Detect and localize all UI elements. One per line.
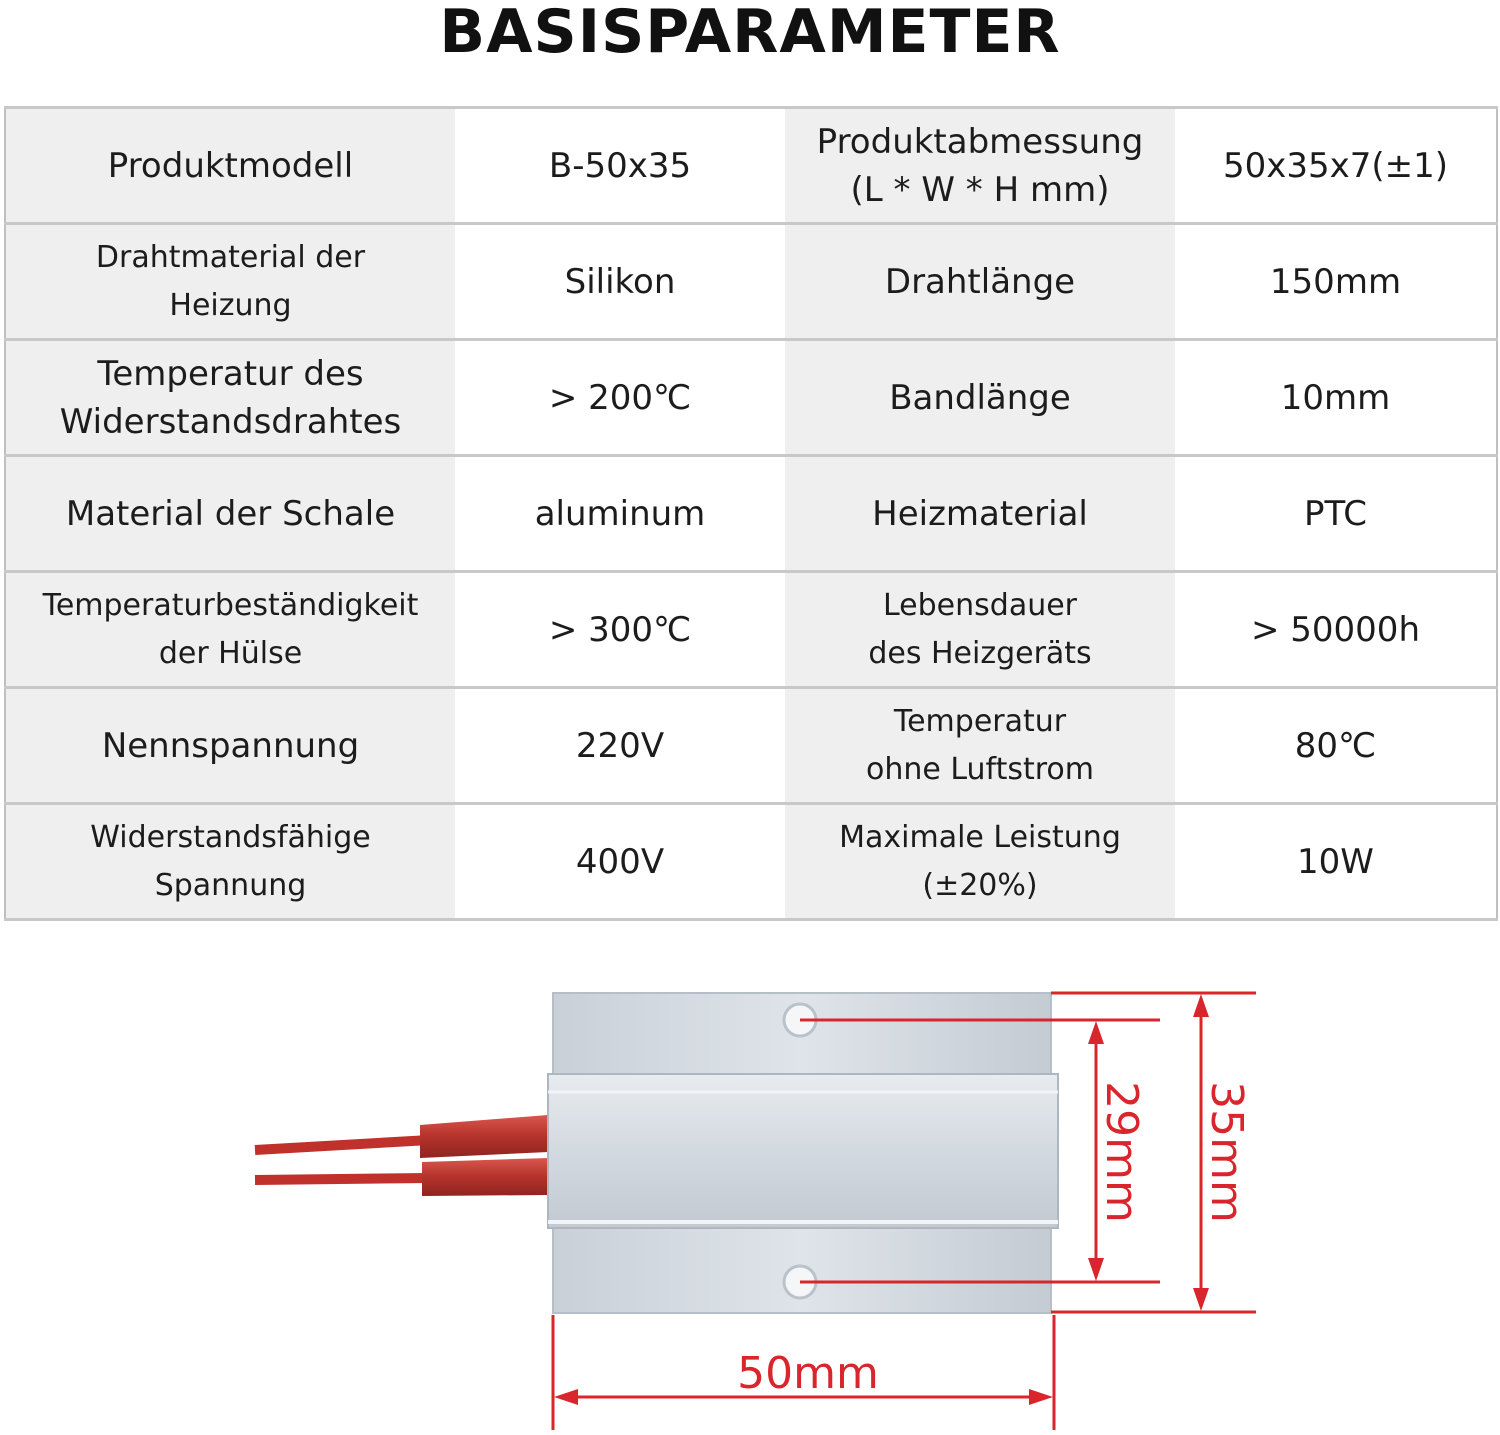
label-lifetime xyxy=(785,572,1175,688)
label-line: Drahtmaterial der xyxy=(95,239,366,275)
value-temp-no-airflow: 80℃ xyxy=(1175,688,1497,804)
label-max-power xyxy=(785,804,1175,920)
dimension-inner-height-label: 29mm xyxy=(1096,1081,1147,1223)
value-lifetime: > 50000h xyxy=(1175,572,1497,688)
value-dimensions: 50x35x7(±1) xyxy=(1175,108,1497,224)
label-line: Produktabmessung xyxy=(816,121,1144,162)
label-line: Lebensdauer xyxy=(882,587,1078,623)
label-rated-voltage: Nennspannung xyxy=(5,688,455,804)
dimension-outer-height-label: 35mm xyxy=(1201,1081,1252,1223)
label-line: Temperatur xyxy=(893,703,1067,739)
value-product-model: B-50x35 xyxy=(455,108,785,224)
label-band-length: Bandlänge xyxy=(785,340,1175,456)
label-line: (±20%) xyxy=(922,867,1038,903)
label-line: (L * W * H mm) xyxy=(850,169,1110,210)
value-max-power: 10W xyxy=(1175,804,1497,920)
table-row xyxy=(5,804,1497,920)
aluminum-heater-icon xyxy=(548,993,1058,1313)
value-sleeve-resistance: > 300℃ xyxy=(455,572,785,688)
label-line: Temperaturbeständigkeit xyxy=(42,587,419,623)
label-line: des Heizgeräts xyxy=(868,635,1092,671)
label-wire-temperature xyxy=(5,340,455,456)
label-line: Spannung xyxy=(154,867,307,903)
table-row xyxy=(5,572,1497,688)
value-withstand-voltage: 400V xyxy=(455,804,785,920)
heater-dimension-drawing xyxy=(0,921,1500,1435)
label-dimensions xyxy=(785,108,1175,224)
label-wire-material xyxy=(5,224,455,340)
value-heating-material: PTC xyxy=(1175,456,1497,572)
label-line: Maximale Leistung xyxy=(839,819,1121,855)
label-line: ohne Luftstrom xyxy=(865,751,1095,787)
value-rated-voltage: 220V xyxy=(455,688,785,804)
label-product-model: Produktmodell xyxy=(5,108,455,224)
label-line: Temperatur des xyxy=(97,353,364,394)
label-line: Widerstandsfähige xyxy=(90,819,371,855)
value-band-length: 10mm xyxy=(1175,340,1497,456)
table-row xyxy=(5,224,1497,340)
dimension-width-label: 50mm xyxy=(737,1348,879,1399)
page-title: BASISPARAMETER xyxy=(439,0,1061,67)
wire-icon xyxy=(255,1115,548,1196)
table-row xyxy=(5,108,1497,224)
label-line: der Hülse xyxy=(158,635,303,671)
label-sleeve-resistance xyxy=(5,572,455,688)
spec-table xyxy=(4,106,1498,921)
label-withstand-voltage xyxy=(5,804,455,920)
label-wire-length: Drahtlänge xyxy=(785,224,1175,340)
table-row xyxy=(5,456,1497,572)
table-row xyxy=(5,688,1497,804)
value-shell-material: aluminum xyxy=(455,456,785,572)
table-row xyxy=(5,340,1497,456)
label-line: Widerstandsdrahtes xyxy=(59,401,402,442)
value-wire-length: 150mm xyxy=(1175,224,1497,340)
label-temp-no-airflow xyxy=(785,688,1175,804)
value-wire-temperature: > 200℃ xyxy=(455,340,785,456)
label-shell-material: Material der Schale xyxy=(5,456,455,572)
value-wire-material: Silikon xyxy=(455,224,785,340)
label-heating-material: Heizmaterial xyxy=(785,456,1175,572)
label-line: Heizung xyxy=(169,287,292,323)
